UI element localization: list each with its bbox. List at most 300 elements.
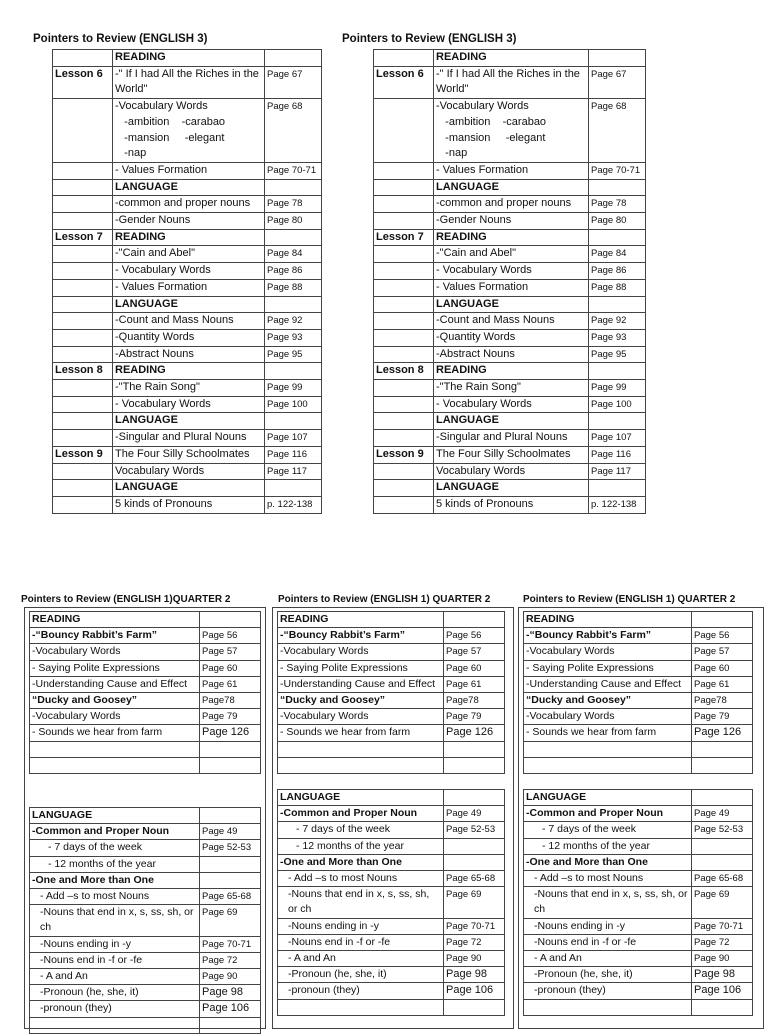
page-cell: Page 57 (200, 644, 261, 660)
item-cell: -pronoun (they) (524, 983, 692, 999)
table-row (374, 263, 646, 280)
item-cell: - 12 months of the year (524, 838, 692, 854)
lesson-cell (53, 246, 113, 263)
page-cell: Page 61 (692, 676, 753, 692)
table-row (278, 725, 505, 741)
table-row (30, 905, 261, 936)
empty-cell (692, 741, 753, 757)
table-row (524, 628, 753, 644)
item-cell: - Vocabulary Words (113, 263, 265, 280)
table-row (374, 179, 646, 196)
page-cell (200, 872, 261, 888)
table-row (278, 660, 505, 676)
table-row (278, 628, 505, 644)
page-cell: Page 107 (265, 430, 322, 447)
page-cell: Page 90 (200, 969, 261, 985)
page-cell: Page 107 (589, 430, 646, 447)
page-cell: Page 117 (265, 463, 322, 480)
page-cell: Page 98 (200, 985, 261, 1001)
page-cell: Page 52-53 (200, 840, 261, 856)
page-cell: Page 84 (589, 246, 646, 263)
page-cell: Page 70-71 (589, 162, 646, 179)
item-cell: -Quantity Words (113, 329, 265, 346)
item-cell: - Values Formation (434, 279, 589, 296)
page-cell: Page 72 (444, 934, 505, 950)
table-row (53, 99, 322, 163)
item-cell: -" If I had All the Riches in the World" (434, 66, 589, 98)
item-cell: LANGUAGE (434, 413, 589, 430)
empty-cell (278, 741, 444, 757)
page-cell: Page 92 (589, 313, 646, 330)
table-row (30, 936, 261, 952)
lesson-cell (53, 279, 113, 296)
lesson-cell (374, 263, 434, 280)
page-cell (692, 838, 753, 854)
item-cell: - Values Formation (113, 279, 265, 296)
table-row (30, 1001, 261, 1017)
lesson-cell (53, 496, 113, 513)
item-cell: -Abstract Nouns (113, 346, 265, 363)
page-cell: Page 52-53 (444, 822, 505, 838)
table-row (30, 644, 261, 660)
lesson-cell: Lesson 7 (53, 229, 113, 246)
english1-language-table-3 (523, 789, 753, 1016)
page-cell: Page 98 (444, 967, 505, 983)
item-cell: -Common and Proper Noun (524, 806, 692, 822)
table-row (53, 213, 322, 230)
table-row (524, 934, 753, 950)
page-cell: Page 88 (589, 279, 646, 296)
item-cell: -Nouns ending in -y (524, 918, 692, 934)
item-cell: “Ducky and Goosey” (30, 693, 200, 709)
item-cell: -Understanding Cause and Effect (30, 676, 200, 692)
table-row (374, 66, 646, 98)
empty-cell (692, 999, 753, 1015)
table-row (278, 871, 505, 887)
table-row (53, 413, 322, 430)
english1-reading-table-3 (523, 611, 753, 774)
lesson-cell (53, 480, 113, 497)
page-cell: Page 65-68 (200, 889, 261, 905)
lesson-cell (53, 213, 113, 230)
page-cell (589, 229, 646, 246)
item-cell: -Understanding Cause and Effect (278, 676, 444, 692)
page-cell (265, 229, 322, 246)
item-cell: -Vocabulary Words (524, 644, 692, 660)
table-row (524, 838, 753, 854)
table-row (278, 822, 505, 838)
item-cell: LANGUAGE (434, 179, 589, 196)
table-row (30, 628, 261, 644)
table-row (53, 496, 322, 513)
page-cell (200, 856, 261, 872)
table-row (53, 396, 322, 413)
lesson-cell (53, 162, 113, 179)
page-cell: Page78 (444, 693, 505, 709)
page-cell: Page 126 (444, 725, 505, 741)
empty-cell (444, 757, 505, 773)
table-row (53, 313, 322, 330)
english1-language-tbody (30, 808, 261, 1034)
table-row (53, 463, 322, 480)
item-cell: -Abstract Nouns (434, 346, 589, 363)
empty-row (278, 999, 505, 1015)
lesson-cell (374, 162, 434, 179)
table-row (53, 196, 322, 213)
empty-cell (200, 1017, 261, 1033)
item-cell: -common and proper nouns (434, 196, 589, 213)
lesson-cell (374, 313, 434, 330)
empty-cell (200, 741, 261, 757)
table-row (278, 951, 505, 967)
item-cell: - 12 months of the year (30, 856, 200, 872)
empty-cell (278, 757, 444, 773)
table-row (30, 856, 261, 872)
page-cell: Page 90 (444, 951, 505, 967)
item-cell: READING (30, 612, 200, 628)
item-cell: -Nouns end in -f or -fe (278, 934, 444, 950)
page-cell: Page78 (200, 693, 261, 709)
item-cell: -"Cain and Abel" (113, 246, 265, 263)
page-cell: Page 116 (589, 446, 646, 463)
english1-title-1: Pointers to Review (ENGLISH 1)QUARTER 2 (21, 594, 231, 605)
english1-reading-tbody (30, 612, 261, 774)
table-row (278, 838, 505, 854)
page-cell: Page 69 (444, 887, 505, 918)
page-cell: Page 90 (692, 951, 753, 967)
page-cell: Page 93 (589, 329, 646, 346)
page-cell: Page 57 (444, 644, 505, 660)
table-row (278, 967, 505, 983)
item-cell: 5 kinds of Pronouns (434, 496, 589, 513)
item-cell: - Saying Polite Expressions (278, 660, 444, 676)
page-cell: Page 67 (589, 66, 646, 98)
table-row (53, 50, 322, 67)
table-row (374, 313, 646, 330)
lesson-cell (53, 413, 113, 430)
item-cell: LANGUAGE (524, 790, 692, 806)
item-cell: - 7 days of the week (30, 840, 200, 856)
item-cell: LANGUAGE (113, 179, 265, 196)
lesson-cell (53, 380, 113, 397)
item-cell: -Nouns ending in -y (30, 936, 200, 952)
english3-block-left (33, 33, 322, 514)
table-row (278, 934, 505, 950)
table-row (278, 612, 505, 628)
item-cell: LANGUAGE (113, 413, 265, 430)
item-cell: The Four Silly Schoolmates (113, 446, 265, 463)
table-row (30, 872, 261, 888)
page-cell: Page 49 (444, 806, 505, 822)
table-row (524, 676, 753, 692)
item-cell: - Saying Polite Expressions (30, 660, 200, 676)
table-row (278, 693, 505, 709)
lesson-cell: Lesson 9 (53, 446, 113, 463)
lesson-cell (53, 346, 113, 363)
item-cell: READING (113, 363, 265, 380)
empty-cell (200, 757, 261, 773)
lesson-cell (374, 279, 434, 296)
item-cell: -Singular and Plural Nouns (434, 430, 589, 447)
page-cell: Page 100 (265, 396, 322, 413)
item-cell: - Add –s to most Nouns (524, 871, 692, 887)
table-row (278, 676, 505, 692)
page-cell: Page 93 (265, 329, 322, 346)
page-cell: Page 57 (692, 644, 753, 660)
lesson-cell (374, 396, 434, 413)
table-row (374, 213, 646, 230)
table-row (374, 413, 646, 430)
table-row (524, 854, 753, 870)
item-cell: - 12 months of the year (278, 838, 444, 854)
table-row (53, 380, 322, 397)
table-row (374, 363, 646, 380)
page-cell: Page 69 (692, 887, 753, 918)
page-cell: Page 98 (692, 967, 753, 983)
item-cell: - Vocabulary Words (434, 263, 589, 280)
lesson-cell (374, 380, 434, 397)
item-cell: READING (113, 229, 265, 246)
item-cell: - Vocabulary Words (434, 396, 589, 413)
page-cell: Page 56 (692, 628, 753, 644)
item-cell: “Ducky and Goosey” (278, 693, 444, 709)
item-cell: READING (434, 50, 589, 67)
item-cell: -Count and Mass Nouns (434, 313, 589, 330)
lesson-cell (374, 413, 434, 430)
english1-reading-tbody (278, 612, 505, 774)
item-cell: -Count and Mass Nouns (113, 313, 265, 330)
table-row (53, 430, 322, 447)
item-cell: -Common and Proper Noun (278, 806, 444, 822)
page-cell: Page 95 (265, 346, 322, 363)
item-cell: - Sounds we hear from farm (30, 725, 200, 741)
table-row (278, 644, 505, 660)
table-row (374, 396, 646, 413)
lesson-cell (374, 179, 434, 196)
page-cell: Page 106 (200, 1001, 261, 1017)
page-cell (265, 179, 322, 196)
table-row (53, 480, 322, 497)
page-cell: Page 106 (444, 983, 505, 999)
table-row (30, 725, 261, 741)
item-cell: -"Cain and Abel" (434, 246, 589, 263)
item-cell: -common and proper nouns (113, 196, 265, 213)
lesson-cell (374, 296, 434, 313)
english3-table-left (52, 49, 322, 514)
empty-row (278, 741, 505, 757)
item-cell: - Vocabulary Words (113, 396, 265, 413)
table-row (53, 162, 322, 179)
table-row (53, 329, 322, 346)
page-cell: Page 65-68 (444, 871, 505, 887)
item-cell: -Singular and Plural Nouns (113, 430, 265, 447)
page-cell: Page 52-53 (692, 822, 753, 838)
empty-row (524, 741, 753, 757)
page-cell: Page 69 (200, 905, 261, 936)
page-cell (265, 413, 322, 430)
table-row (278, 790, 505, 806)
english1-language-tbody (524, 790, 753, 1016)
page-cell (200, 612, 261, 628)
empty-cell (444, 999, 505, 1015)
item-cell: 5 kinds of Pronouns (113, 496, 265, 513)
item-cell: -Vocabulary Words (30, 709, 200, 725)
page-cell: Page 67 (265, 66, 322, 98)
table-row (374, 329, 646, 346)
page-cell: Page 92 (265, 313, 322, 330)
item-cell: -Understanding Cause and Effect (524, 676, 692, 692)
item-cell: -"The Rain Song" (434, 380, 589, 397)
table-row (278, 854, 505, 870)
table-row (374, 346, 646, 363)
item-cell: - Saying Polite Expressions (524, 660, 692, 676)
page-cell (589, 363, 646, 380)
item-cell: -Pronoun (he, she, it) (524, 967, 692, 983)
empty-cell (692, 757, 753, 773)
item-cell: -Vocabulary Words -ambition -carabao -mansion -elegant -nap (434, 99, 589, 163)
lesson-cell: Lesson 6 (374, 66, 434, 98)
page-cell: Page 79 (692, 709, 753, 725)
item-cell: LANGUAGE (30, 808, 200, 824)
item-cell: - A and An (278, 951, 444, 967)
empty-row (524, 757, 753, 773)
page-cell (692, 790, 753, 806)
item-cell: READING (434, 229, 589, 246)
english1-title-2: Pointers to Review (ENGLISH 1) QUARTER 2 (278, 594, 491, 605)
table-row (53, 346, 322, 363)
table-row (53, 246, 322, 263)
table-row (524, 983, 753, 999)
item-cell: -One and More than One (524, 854, 692, 870)
page-cell: Page 99 (589, 380, 646, 397)
table-row (374, 50, 646, 67)
table-row (524, 967, 753, 983)
page-cell: Page 70-71 (265, 162, 322, 179)
item-cell: -“Bouncy Rabbit’s Farm” (524, 628, 692, 644)
page-cell (444, 790, 505, 806)
item-cell: Vocabulary Words (434, 463, 589, 480)
table-row (524, 806, 753, 822)
lesson-cell (374, 430, 434, 447)
lesson-cell (53, 463, 113, 480)
lesson-cell (374, 463, 434, 480)
page-cell: Page 100 (589, 396, 646, 413)
table-row (524, 709, 753, 725)
table-row (374, 229, 646, 246)
page-cell (589, 480, 646, 497)
item-cell: -“Bouncy Rabbit’s Farm” (278, 628, 444, 644)
lesson-cell (53, 196, 113, 213)
table-row (374, 430, 646, 447)
page-cell: Page 99 (265, 380, 322, 397)
page-cell: Page 126 (692, 725, 753, 741)
item-cell: LANGUAGE (278, 790, 444, 806)
empty-row (524, 999, 753, 1015)
page-cell (444, 612, 505, 628)
table-row (30, 889, 261, 905)
table-row (30, 808, 261, 824)
table-row (524, 887, 753, 918)
item-cell: - Add –s to most Nouns (30, 889, 200, 905)
page-cell (589, 50, 646, 67)
page-cell: Page 68 (265, 99, 322, 163)
table-row (374, 380, 646, 397)
table-row (374, 246, 646, 263)
item-cell: -Vocabulary Words (278, 644, 444, 660)
item-cell: -pronoun (they) (278, 983, 444, 999)
item-cell: -Quantity Words (434, 329, 589, 346)
table-row (374, 279, 646, 296)
item-cell: -Gender Nouns (113, 213, 265, 230)
english1-block-3 (523, 593, 735, 606)
table-row (374, 162, 646, 179)
english1-language-tbody (278, 790, 505, 1016)
page-cell: Page 72 (200, 952, 261, 968)
table-row (30, 693, 261, 709)
item-cell: -Vocabulary Words (524, 709, 692, 725)
empty-cell (30, 1017, 200, 1033)
table-row (524, 918, 753, 934)
empty-row (30, 1017, 261, 1033)
table-row (278, 983, 505, 999)
page-cell: Page 78 (265, 196, 322, 213)
page-cell (692, 612, 753, 628)
lesson-cell (374, 329, 434, 346)
page-cell (265, 50, 322, 67)
empty-cell (30, 741, 200, 757)
item-cell: -Vocabulary Words (30, 644, 200, 660)
page-cell: Page 56 (444, 628, 505, 644)
table-row (278, 918, 505, 934)
table-row (278, 887, 505, 918)
lesson-cell (53, 296, 113, 313)
lesson-cell (53, 263, 113, 280)
table-row (53, 263, 322, 280)
item-cell: LANGUAGE (434, 296, 589, 313)
lesson-cell (374, 480, 434, 497)
page-cell: Page78 (692, 693, 753, 709)
lesson-cell (374, 213, 434, 230)
item-cell: The Four Silly Schoolmates (434, 446, 589, 463)
page-cell: Page 79 (200, 709, 261, 725)
item-cell: LANGUAGE (113, 480, 265, 497)
item-cell: - 7 days of the week (278, 822, 444, 838)
item-cell: -Vocabulary Words (278, 709, 444, 725)
table-row (30, 969, 261, 985)
page-cell: Page 126 (200, 725, 261, 741)
lesson-cell (374, 496, 434, 513)
lesson-cell (374, 246, 434, 263)
item-cell: -“Bouncy Rabbit’s Farm” (30, 628, 200, 644)
lesson-cell: Lesson 9 (374, 446, 434, 463)
item-cell: READING (434, 363, 589, 380)
empty-cell (524, 757, 692, 773)
page-cell: Page 60 (200, 660, 261, 676)
page-cell: Page 70-71 (200, 936, 261, 952)
english3-title-left: Pointers to Review (ENGLISH 3) (33, 33, 208, 45)
table-row (524, 725, 753, 741)
empty-cell (444, 741, 505, 757)
page-cell: Page 95 (589, 346, 646, 363)
item-cell: -One and More than One (30, 872, 200, 888)
page-cell: Page 60 (692, 660, 753, 676)
table-row (53, 179, 322, 196)
item-cell: -" If I had All the Riches in the World" (113, 66, 265, 98)
item-cell: -pronoun (they) (30, 1001, 200, 1017)
table-row (524, 693, 753, 709)
english3-title-right: Pointers to Review (ENGLISH 3) (342, 33, 517, 45)
item-cell: -Pronoun (he, she, it) (278, 967, 444, 983)
